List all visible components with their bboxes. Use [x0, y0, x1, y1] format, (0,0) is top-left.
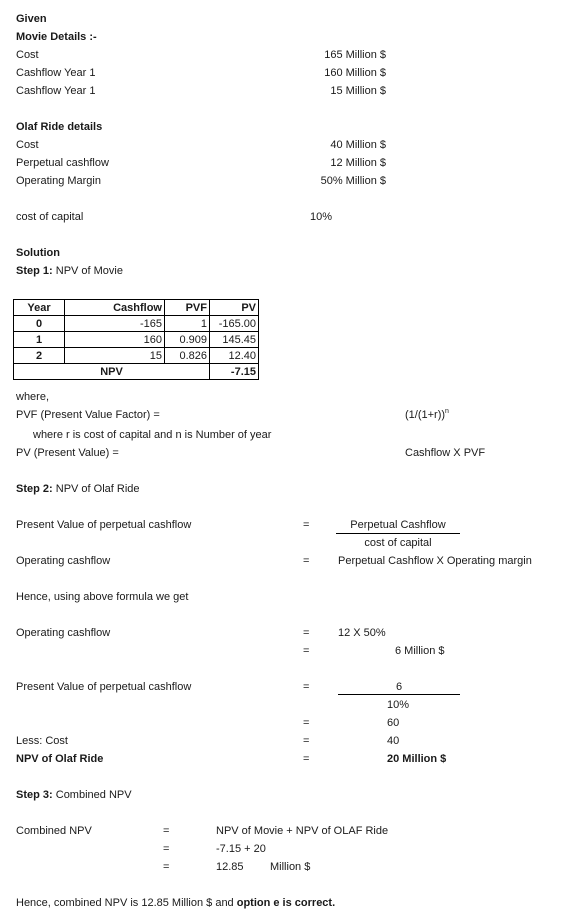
movie-cashflow1-value: 160 Million $	[324, 67, 386, 79]
step2-heading	[16, 482, 140, 496]
olaf-margin-value: 50% Million $	[320, 175, 386, 187]
cell-cashflow: 15	[65, 348, 165, 364]
table-npv-row	[14, 364, 259, 380]
olaf-cost-value: 40 Million $	[330, 139, 386, 151]
cell-pv: 145.45	[210, 332, 259, 348]
equals-sign: =	[303, 645, 310, 657]
pv-perpetual-denominator: 10%	[387, 699, 410, 711]
step1-label: Step 1:	[16, 265, 53, 277]
cell-cashflow: 160	[65, 332, 165, 348]
pvf-formula	[405, 408, 449, 422]
olaf-margin-label: Operating Margin	[16, 175, 101, 187]
less-cost-value: 40	[387, 735, 400, 747]
pvf-note: where r is cost of capital and n is Number of year	[33, 429, 272, 441]
combined-npv-unit: Million $	[270, 861, 311, 873]
cost-of-capital-value: 10%	[310, 211, 333, 223]
operating-cashflow-result: 6 Million $	[395, 645, 445, 657]
equals-sign: =	[303, 681, 310, 693]
pv-perpetual-label: Present Value of perpetual cashflow	[16, 519, 192, 531]
step3-label: Step 3:	[16, 789, 53, 801]
header-cashflow: Cashflow	[65, 300, 165, 316]
pv-perpetual-result: 60	[387, 717, 400, 729]
equals-sign: =	[303, 519, 310, 531]
pvf-formula-exponent: n	[445, 408, 449, 415]
cell-pv: 12.40	[210, 348, 259, 364]
equals-sign: =	[163, 861, 170, 873]
npv-olaf-value: 20 Million $	[387, 753, 447, 765]
combined-npv-formula: NPV of Movie + NPV of OLAF Ride	[216, 825, 389, 837]
header-year: Year	[14, 300, 65, 316]
operating-cashflow-calc: 12 X 50%	[338, 627, 386, 639]
npv-olaf-label: NPV of Olaf Ride	[16, 753, 104, 765]
step1-text: NPV of Movie	[52, 265, 123, 277]
cell-year: 1	[14, 332, 65, 348]
npv-value: -7.15	[210, 364, 259, 380]
olaf-perpetual-value: 12 Million $	[330, 157, 386, 169]
perpetual-fraction-denominator: cost of capital	[364, 537, 432, 549]
given-heading: Given	[16, 13, 47, 25]
pv-label: PV (Present Value) =	[16, 447, 119, 459]
movie-cashflow1-label: Cashflow Year 1	[16, 67, 96, 79]
cost-of-capital-label: cost of capital	[16, 211, 84, 223]
cell-year: 0	[14, 316, 65, 332]
operating-cashflow-label-2: Operating cashflow	[16, 627, 111, 639]
npv-label: NPV	[14, 364, 210, 380]
where-text: where,	[16, 391, 50, 403]
pv-formula: Cashflow X PVF	[405, 447, 486, 459]
step3-text: Combined NPV	[52, 789, 132, 801]
cell-pv: -165.00	[210, 316, 259, 332]
hence-formula-text: Hence, using above formula we get	[16, 591, 189, 603]
perpetual-fraction-numerator: Perpetual Cashflow	[350, 519, 446, 531]
movie-details-heading: Movie Details :-	[16, 31, 97, 43]
step3-heading	[16, 788, 132, 802]
equals-sign: =	[163, 825, 170, 837]
header-pvf: PVF	[165, 300, 210, 316]
operating-cashflow-label: Operating cashflow	[16, 555, 111, 567]
table-row	[14, 316, 259, 332]
step1-heading	[16, 264, 123, 278]
cell-pvf: 0.909	[165, 332, 210, 348]
equals-sign: =	[303, 555, 310, 567]
equals-sign: =	[303, 627, 310, 639]
pvf-label: PVF (Present Value Factor) =	[16, 409, 160, 421]
less-cost-label: Less: Cost	[16, 735, 68, 747]
table-row	[14, 332, 259, 348]
movie-cost-value: 165 Million $	[324, 49, 386, 61]
npv-movie-table	[13, 299, 259, 380]
equals-sign: =	[163, 843, 170, 855]
conclusion-answer: option e is correct.	[236, 897, 336, 909]
pvf-formula-base: (1/(1+r))	[405, 409, 446, 421]
movie-cashflow2-value: 15 Million $	[330, 85, 386, 97]
conclusion	[16, 896, 335, 910]
table-row	[14, 348, 259, 364]
table-header-row	[14, 300, 259, 316]
equals-sign: =	[303, 753, 310, 765]
combined-npv-calc: -7.15 + 20	[216, 843, 266, 855]
pv-perpetual-label-2: Present Value of perpetual cashflow	[16, 681, 192, 693]
pv-perpetual-numerator: 6	[395, 681, 403, 693]
olaf-details-heading: Olaf Ride details	[16, 121, 103, 133]
cell-pvf: 1	[165, 316, 210, 332]
step2-label: Step 2:	[16, 483, 53, 495]
combined-npv-result: 12.85	[216, 861, 244, 873]
operating-cashflow-formula: Perpetual Cashflow X Operating margin	[338, 555, 532, 567]
fraction-bar	[338, 694, 460, 695]
cell-year: 2	[14, 348, 65, 364]
conclusion-text: Hence, combined NPV is 12.85 Million $ and	[16, 897, 237, 909]
olaf-perpetual-label: Perpetual cashflow	[16, 157, 109, 169]
equals-sign: =	[303, 735, 310, 747]
cell-pvf: 0.826	[165, 348, 210, 364]
combined-npv-label: Combined NPV	[16, 825, 92, 837]
cell-cashflow: -165	[65, 316, 165, 332]
step2-text: NPV of Olaf Ride	[52, 483, 140, 495]
movie-cost-label: Cost	[16, 49, 39, 61]
solution-heading: Solution	[16, 247, 60, 259]
movie-cashflow2-label: Cashflow Year 1	[16, 85, 96, 97]
fraction-bar	[336, 533, 460, 534]
header-pv: PV	[210, 300, 259, 316]
equals-sign: =	[303, 717, 310, 729]
olaf-cost-label: Cost	[16, 139, 39, 151]
